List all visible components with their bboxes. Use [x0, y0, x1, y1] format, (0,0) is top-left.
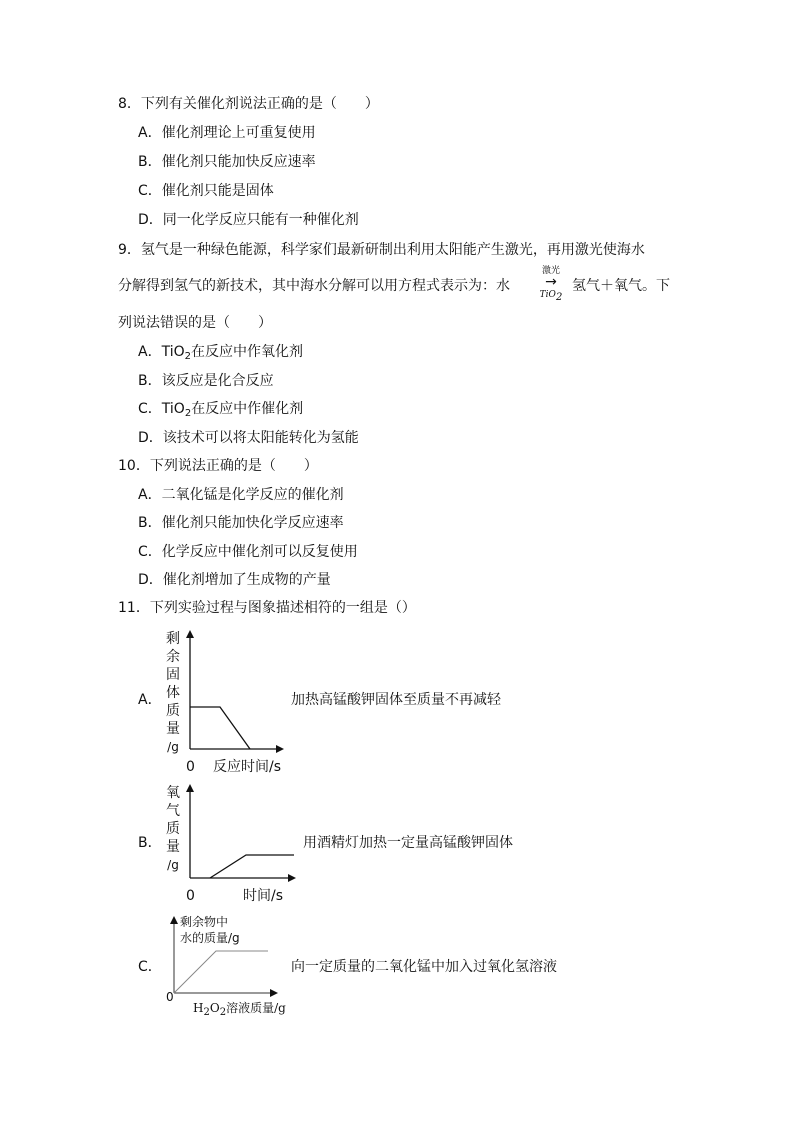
q9-option-a-pre: A．TiO — [138, 344, 185, 360]
q9-option-a-post: 在反应中作氧化剂 — [190, 344, 303, 360]
q9-stem-line3: 列说法错误的是（ ） — [118, 315, 272, 331]
graph-a-origin: 0 — [186, 759, 195, 775]
graph-a-ylabel-char: 余 — [166, 649, 180, 665]
q10-option-a: A．二氧化锰是化学反应的催化剂 — [138, 487, 344, 503]
graph-a-ylabel-char: 量 — [166, 721, 180, 737]
q11-stem: 11．下列实验过程与图象描述相符的一组是（） — [118, 600, 416, 616]
graph-b-description: 用酒精灯加热一定量高锰酸钾固体 — [303, 835, 513, 851]
graph-c-description: 向一定质量的二氧化锰中加入过氧化氢溶液 — [291, 959, 557, 975]
graph-c-xlabel-sub: 2 — [203, 1007, 210, 1018]
q10-option-d: D．催化剂增加了生成物的产量 — [138, 572, 331, 588]
graph-c-xlabel-o: O — [209, 1001, 220, 1015]
q8-stem: 8．下列有关催化剂说法正确的是（ ） — [118, 96, 379, 112]
graph-c-ylabel-line2: 水的质量/g — [180, 931, 240, 945]
graph-c-origin: 0 — [166, 990, 174, 1004]
q9-option-c-sub: 2 — [184, 408, 192, 419]
q10-option-c: C．化学反应中催化剂可以反复使用 — [138, 544, 358, 560]
graph-b-xlabel: 时间/s — [243, 888, 284, 904]
q11-option-b-label: B． — [138, 835, 162, 851]
q9-option-b: B．该反应是化合反应 — [138, 373, 274, 389]
graph-b-origin: 0 — [186, 888, 195, 904]
q10-option-b: B．催化剂只能加快化学反应速率 — [138, 515, 344, 531]
graph-b-ylabel-unit: /g — [167, 858, 179, 872]
eq-condition-top: 激光 — [541, 266, 560, 276]
graph-b-ylabel-char: 质 — [166, 821, 180, 837]
graph-a-ylabel-char: 质 — [166, 703, 180, 719]
q8-option-a: A．催化剂理论上可重复使用 — [138, 125, 316, 141]
q11-option-a-label: A． — [138, 692, 162, 708]
graph-c — [174, 918, 276, 993]
graph-a-curve — [190, 707, 250, 749]
q11-option-c-label: C． — [138, 959, 162, 975]
q8-option-d: D．同一化学反应只能有一种催化剂 — [138, 212, 359, 228]
graph-a-description: 加热高锰酸钾固体至质量不再减轻 — [291, 692, 501, 708]
graph-c-xlabel-post: 溶液质量/g — [226, 1001, 286, 1015]
graph-c-curve — [174, 951, 268, 993]
q9-stem-line2-post: 氢气＋氧气。下 — [572, 278, 670, 294]
arrow-icon: → — [545, 274, 557, 290]
q9-stem-line2-pre: 分解得到氢气的新技术，其中海水分解可以用方程式表示为：水 — [118, 278, 510, 294]
eq-catalyst-sub: 2 — [555, 292, 563, 303]
q8-option-c: C．催化剂只能是固体 — [138, 183, 274, 199]
graph-a-ylabel-char: 固 — [166, 667, 180, 683]
graph-b-curve — [210, 855, 294, 878]
q9-option-c-post: 在反应中作催化剂 — [191, 401, 304, 417]
graph-a-ylabel-char: 体 — [166, 685, 180, 701]
graph-b — [190, 786, 294, 878]
graph-a — [190, 632, 282, 749]
eq-catalyst-main: TiO — [539, 290, 556, 300]
graph-c-xlabel-sub: 2 — [219, 1007, 227, 1018]
q9-option-a-sub: 2 — [184, 351, 191, 362]
graph-b-ylabel-char: 量 — [166, 839, 180, 855]
graph-b-ylabel-char: 气 — [166, 803, 180, 819]
graph-c-ylabel-line1: 剩余物中 — [180, 915, 229, 929]
graph-a-ylabel-char: 剩 — [166, 631, 180, 647]
q8-option-b: B．催化剂只能加快反应速率 — [138, 154, 316, 170]
graph-b-ylabel-char: 氧 — [166, 785, 180, 801]
graph-a-xlabel: 反应时间/s — [213, 759, 282, 775]
q9-stem-line1: 9．氢气是一种绿色能源，科学家们最新研制出利用太阳能产生激光，再用激光使海水 — [118, 242, 645, 258]
graph-a-ylabel-unit: /g — [167, 740, 179, 754]
q9-option-d: D．该技术可以将太阳能转化为氢能 — [138, 430, 359, 446]
q9-option-c-pre: C．TiO — [138, 401, 185, 417]
q10-stem: 10．下列说法正确的是（ ） — [118, 458, 318, 474]
graph-c-xlabel-h: H — [193, 1001, 204, 1015]
